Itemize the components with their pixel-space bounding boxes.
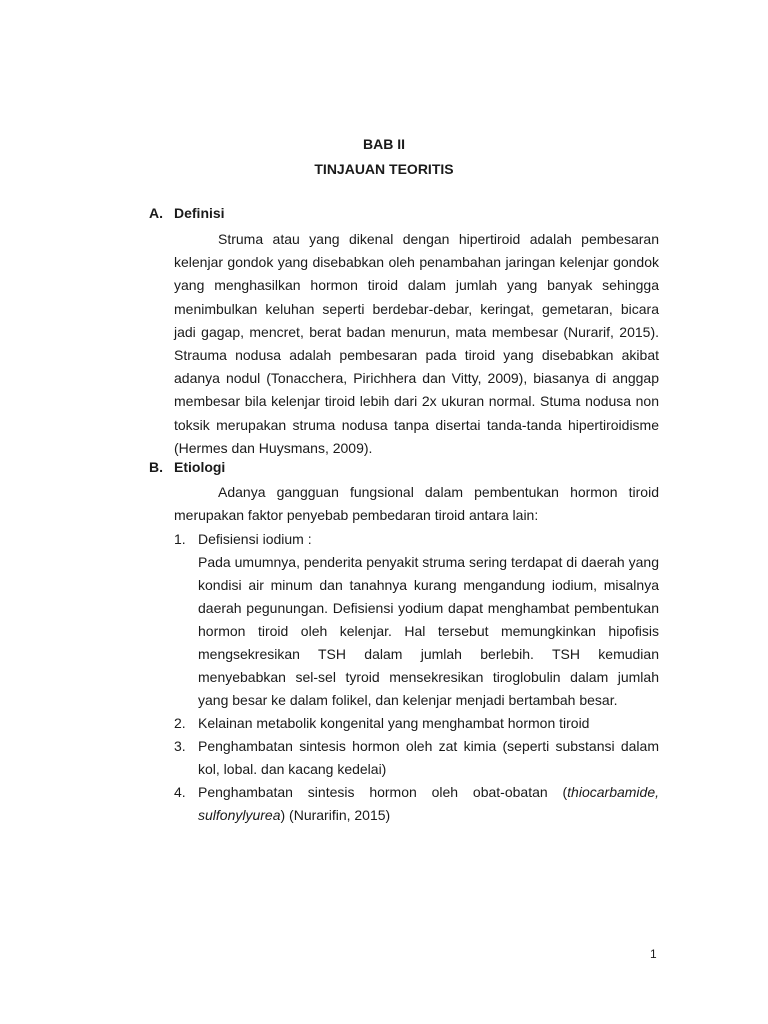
list-item: [174, 712, 659, 735]
list-item: [174, 528, 659, 712]
section-a-heading: [149, 205, 225, 221]
list-item: [174, 781, 659, 827]
section-b-title: Etiologi: [174, 459, 226, 475]
page-number: 1: [650, 947, 657, 961]
list-item-number: 2.: [174, 715, 186, 731]
chapter-number: BAB II: [363, 136, 405, 152]
section-a-title: Definisi: [174, 205, 225, 221]
list-item-text: Pada umumnya, penderita penyakit struma sering terdapat di daerah yang kondisi air minum dan tanahnya kurang mengandung iodium, misalnya daerah pegunungan. Defisiensi yodium dapat menghambat pembentukan hormon tiroid oleh kelenjar. Hal tersebut memungkinkan hipofisis mengsekresikan TSH dalam jumlah berlebih. TSH kemudian menyebabkan sel-sel tyroid mensekresikan tiroglobulin dalam jumlah yang besar ke dalam folikel, dan kelenjar menjadi bertambah besar.: [198, 554, 659, 708]
section-b-label: B.: [149, 459, 163, 475]
list-item-text-before: Penghambatan sintesis hormon oleh obat-obatan (: [198, 784, 568, 800]
etiology-paragraph: Adanya gangguan fungsional dalam pembentukan hormon tiroid merupakan faktor penyebab pembedaran tiroid antara lain:: [174, 484, 659, 524]
chapter-title: TINJAUAN TEORITIS: [314, 161, 454, 177]
definition-paragraph: Struma atau yang dikenal dengan hipertiroid adalah pembesaran kelenjar gondok yang disebabkan oleh penambahan jaringan kelenjar gondok yang menghasilkan hormon tiroid dalam jumlah yang banyak sehingga menimbulkan keluhan seperti berdebar-debar, keringat, gemetaran, bicara jadi gagap, mencret, berat badan menurun, mata membesar (Nurarif, 2015). Strauma nodusa adalah pembesaran pada tiroid yang disebabkan akibat adanya nodul (Tonacchera, Pirichhera dan Vitty, 2009), biasanya di anggap membesar bila kelenjar tiroid lebih dari 2x ukuran normal. Stuma nodusa non toksik merupakan struma nodusa tanpa disertai tanda-tanda hipertiroidisme (Hermes dan Huysmans, 2009).: [174, 231, 659, 456]
list-item: [174, 735, 659, 781]
list-item-text: Kelainan metabolik kongenital yang menghambat hormon tiroid: [198, 715, 590, 731]
list-item-number: 1.: [174, 531, 186, 547]
section-a-label: A.: [149, 205, 163, 221]
etiology-list-part2: [174, 712, 659, 827]
list-item-number: 3.: [174, 738, 186, 754]
section-b-heading: [149, 459, 225, 475]
etiology-list-part1: [174, 528, 659, 712]
list-item-italic-drugs: thiocarbamide, sulfonylyurea: [198, 784, 659, 823]
list-item-title: Defisiensi iodium :: [198, 531, 312, 547]
list-item-text: Penghambatan sintesis hormon oleh zat kimia (seperti substansi dalam kol, lobal. dan kacang kedelai): [198, 738, 659, 777]
list-item-number: 4.: [174, 784, 186, 800]
list-item-text-after: ) (Nurarifin, 2015): [280, 807, 391, 823]
